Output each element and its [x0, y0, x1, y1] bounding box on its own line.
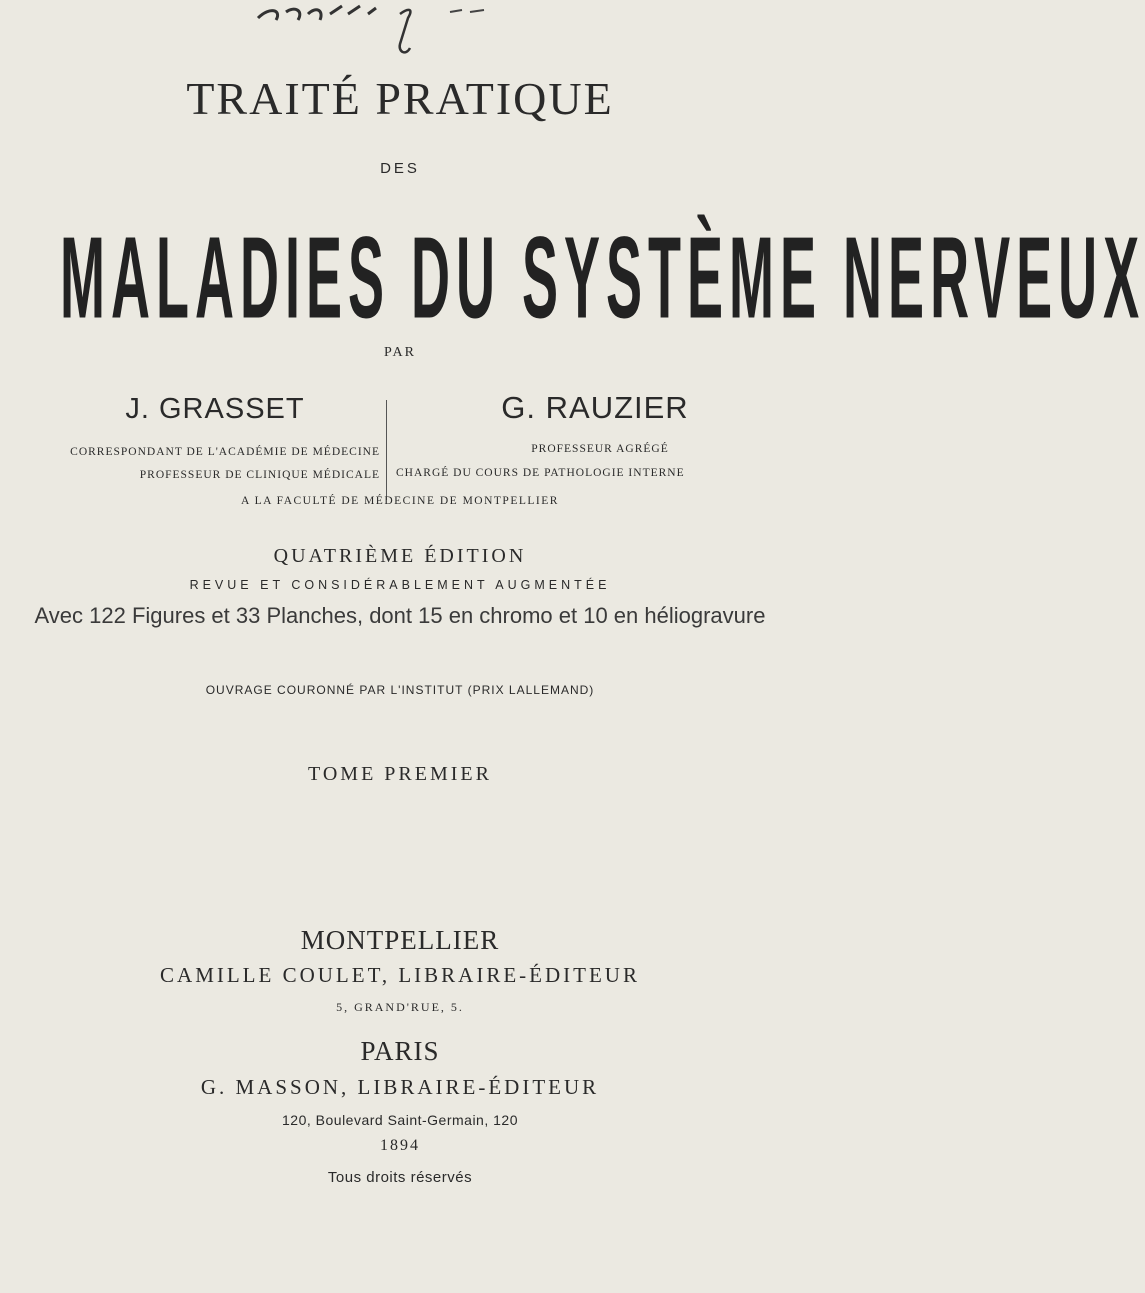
publisher-name-2: G. MASSON, LIBRAIRE-ÉDITEUR — [200, 1075, 600, 1099]
volume-label: TOME PREMIER — [308, 763, 492, 785]
author-right-title-1: PROFESSEUR AGRÉGÉ — [531, 443, 669, 455]
author-right-name: G. RAUZIER — [501, 390, 689, 425]
title-line-1: TRAITÉ PRATIQUE — [186, 73, 614, 124]
handwritten-ink-mark — [250, 0, 510, 60]
publisher-address-2: 120, Boulevard Saint-Germain, 120 — [282, 1112, 518, 1128]
award-line: OUVRAGE COURONNÉ PAR L'INSTITUT (PRIX LALLEMAND) — [205, 683, 595, 697]
publisher-address-1: 5, GRAND'RUE, 5. — [336, 1000, 464, 1014]
author-left-title-2: PROFESSEUR DE CLINIQUE MÉDICALE — [139, 469, 380, 481]
publisher-city-1: MONTPELLIER — [300, 925, 500, 955]
illustrations-line: Avec 122 Figures et 33 Planches, dont 15 en chromo et 10 en héliogravure — [34, 603, 766, 628]
author-divider — [386, 400, 387, 500]
by-label: PAR — [384, 345, 416, 360]
publisher-name-1: CAMILLE COULET, LIBRAIRE-ÉDITEUR — [160, 963, 640, 987]
title-line-2: DES — [380, 160, 420, 177]
main-title: MALADIES DU SYSTÈME NERVEUX — [60, 214, 1145, 344]
edition-name: QUATRIÈME ÉDITION — [273, 545, 527, 567]
author-right-title-2: CHARGÉ DU COURS DE PATHOLOGIE INTERNE — [396, 467, 685, 479]
faculty-line: A LA FACULTÉ DE MÉDECINE DE MONTPELLIER — [241, 495, 559, 507]
publisher-city-2: PARIS — [360, 1036, 440, 1066]
author-left-name: J. GRASSET — [125, 393, 305, 425]
edition-revision: REVUE ET CONSIDÉRABLEMENT AUGMENTÉE — [189, 578, 611, 592]
publication-year: 1894 — [380, 1137, 420, 1154]
author-left-title-1: CORRESPONDANT DE L'ACADÉMIE DE MÉDECINE — [70, 446, 380, 458]
rights-notice: Tous droits réservés — [327, 1169, 473, 1186]
